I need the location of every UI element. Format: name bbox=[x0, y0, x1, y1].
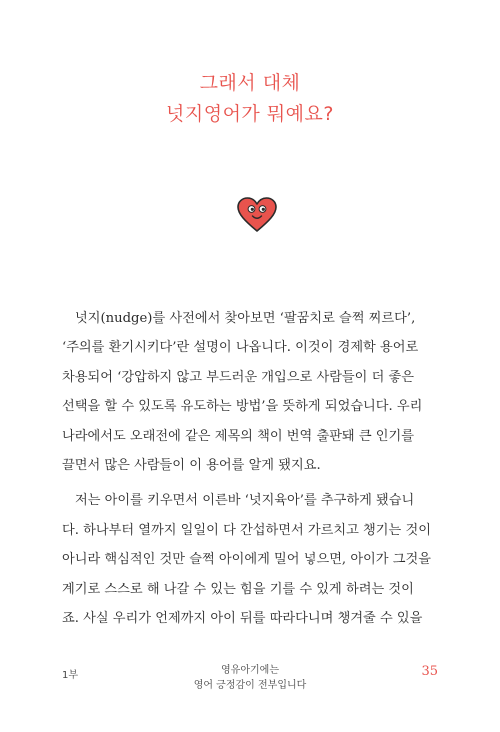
heading-line-1: 그래서 대체 bbox=[199, 72, 301, 94]
running-title bbox=[150, 663, 350, 693]
heart-shape bbox=[238, 198, 276, 231]
text-line: 계기로 스스로 해 나갈 수 있는 힘을 기를 수 있게 하려는 것이 bbox=[62, 581, 414, 597]
text-line: 나라에서도 오래전에 같은 제목의 책이 번역 출판돼 큰 인기를 bbox=[62, 428, 415, 444]
page-number: 35 bbox=[421, 664, 438, 679]
text-line: 저는 아이를 키우면서 이른바 ‘넛지육아’를 추구하게 됐습니 bbox=[75, 493, 415, 509]
text-line: 죠. 사실 우리가 언제까지 아이 뒤를 따라다니며 챙겨줄 수 있을 bbox=[62, 610, 423, 626]
text-line: 다. 하나부터 열까지 일일이 다 간섭하면서 가르치고 챙기는 것이 bbox=[62, 522, 431, 538]
chapter-label: 1부 bbox=[62, 670, 79, 681]
text-line: 넛지(nudge)를 사전에서 찾아보면 ‘팔꿈치로 슬쩍 찌르다’, bbox=[75, 311, 416, 326]
paragraph-1 bbox=[62, 304, 442, 480]
page-footer bbox=[0, 663, 500, 703]
section-heading bbox=[0, 68, 500, 130]
running-title-line-2: 영어 긍정감이 전부입니다 bbox=[193, 680, 307, 691]
heading-line-2: 넛지영어가 뭐예요? bbox=[166, 103, 334, 125]
text-line: ‘주의를 환기시키다’란 설명이 나옵니다. 이것이 경제학 용어로 bbox=[62, 340, 419, 356]
running-title-line-1: 영유아기에는 bbox=[221, 665, 279, 676]
text-line: 선택을 할 수 있도록 유도하는 방법’을 뜻하게 되었습니다. 우리 bbox=[62, 399, 423, 415]
smiling-heart-icon bbox=[237, 197, 277, 233]
text-line: 끌면서 많은 사람들이 이 용어를 알게 됐지요. bbox=[62, 457, 321, 473]
text-line: 아니라 핵심적인 것만 슬쩍 아이에게 밀어 넣으면, 아이가 그것을 bbox=[62, 552, 431, 568]
text-line: 차용되어 ‘강압하지 않고 부드러운 개입으로 사람들이 더 좋은 bbox=[62, 369, 415, 385]
paragraph-2 bbox=[62, 486, 442, 633]
body-text bbox=[62, 304, 442, 633]
